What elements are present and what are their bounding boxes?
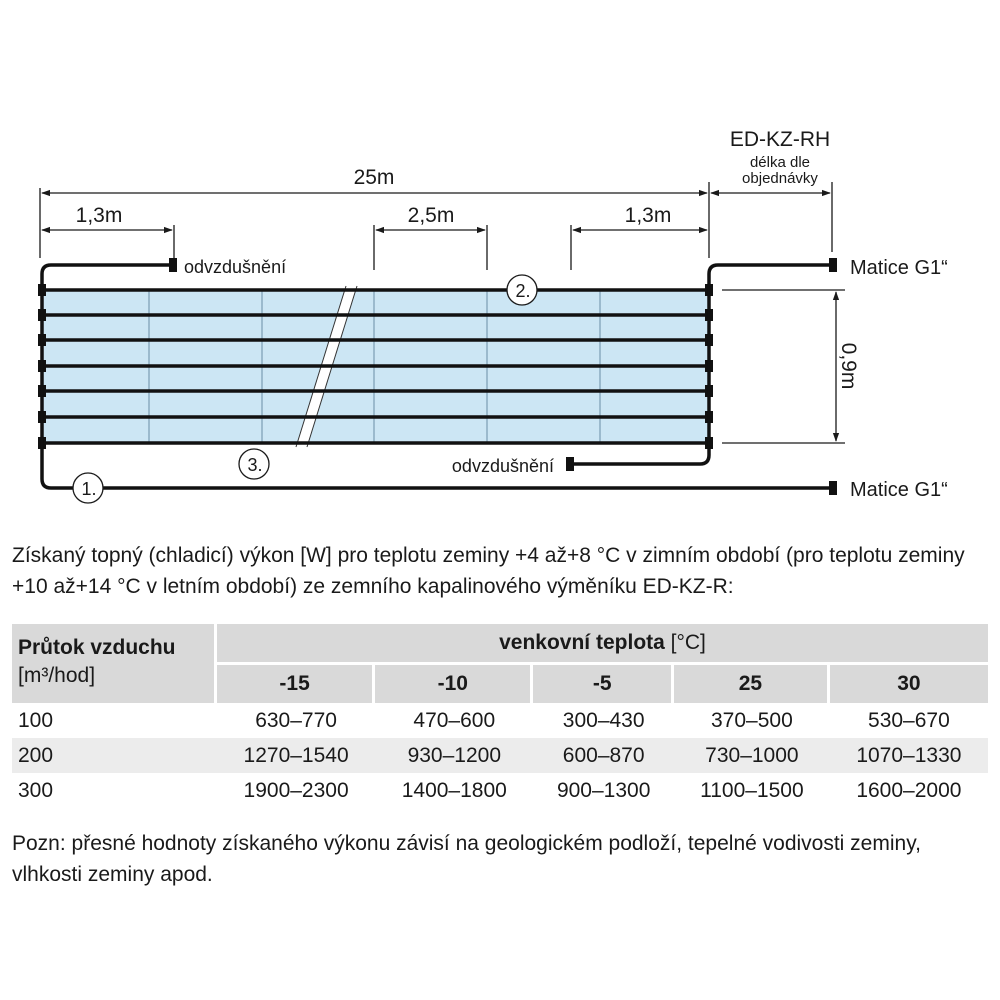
flow-cell: 300	[18, 778, 54, 802]
length-note-line1: délka dle	[749, 154, 811, 171]
value-cell: 730–1000	[674, 738, 830, 773]
nut-top-label: Matice G1“	[850, 257, 948, 279]
temperature-col-header: -5	[533, 665, 674, 703]
value-cell: 930–1200	[375, 738, 533, 773]
flow-cell: 100	[18, 708, 54, 732]
flow-cell: 200	[12, 738, 217, 773]
marker-1-text: 1.	[81, 479, 97, 499]
nut-bottom-label: Matice G1“	[850, 479, 948, 501]
table-header-row	[12, 624, 988, 665]
dim-right-label: 1,3m	[624, 204, 672, 227]
value-cell: 1600–2000	[856, 778, 962, 802]
marker-3-text: 3.	[247, 455, 263, 475]
vent-top-terminal	[169, 258, 177, 272]
nut-bottom-terminal	[829, 481, 837, 495]
value-cell: 600–870	[533, 738, 674, 773]
value-cell: 1070–1330	[830, 738, 988, 773]
marker-2-text: 2.	[515, 281, 531, 301]
performance-table	[12, 624, 988, 808]
flow-header-title: Průtok vzduchu	[18, 636, 176, 659]
flow-header-unit: [m³/hod]	[18, 664, 96, 687]
vent-top-label: odvzdušnění	[184, 257, 287, 277]
table-row	[12, 773, 988, 808]
product-code-label: ED-KZ-RH	[729, 128, 831, 151]
vent-bottom-label: odvzdušnění	[451, 456, 554, 476]
dim-width-label: 0,9m	[837, 342, 860, 390]
value-cell: 370–500	[711, 708, 793, 732]
marker-3	[239, 449, 269, 479]
value-cell: 300–430	[562, 708, 645, 732]
temperature-group-header	[217, 624, 988, 665]
dim-middle-label: 2,5m	[407, 204, 455, 227]
temperature-col-header: -10	[375, 665, 533, 703]
value-cell: 470–600	[413, 708, 496, 732]
value-cell: 530–670	[868, 708, 950, 732]
marker-2	[507, 275, 537, 305]
length-note-line2: objednávky	[742, 170, 818, 187]
nut-top-terminal	[829, 258, 837, 272]
flow-column-header	[12, 624, 217, 703]
performance-table-wrapper	[12, 624, 988, 808]
marker-1	[73, 473, 103, 503]
temperature-col-header: -15	[217, 665, 375, 703]
value-cell: 1900–2300	[243, 778, 349, 802]
value-cell: 900–1300	[556, 778, 651, 802]
dim-left-label: 1,3m	[75, 204, 123, 227]
value-cell: 1270–1540	[217, 738, 375, 773]
vent-bottom-terminal	[566, 457, 574, 471]
table-row	[12, 738, 988, 773]
dim-total-label: 25m	[353, 166, 395, 189]
temperature-group-unit: [°C]	[670, 631, 706, 654]
footnote: Pozn: přesné hodnoty získaného výkonu závisí na geologickém podloží, tepelné vodivosti zeminy, vlhkosti zeminy apod.	[12, 832, 921, 886]
temperature-group-title: venkovní teplota	[499, 631, 665, 654]
temperature-col-header: 25	[674, 665, 830, 703]
value-cell: 1100–1500	[700, 778, 804, 802]
table-row	[12, 703, 988, 738]
temperature-col-header: 30	[830, 665, 988, 703]
value-cell: 630–770	[255, 708, 337, 732]
value-cell: 1400–1800	[401, 778, 507, 802]
intro-paragraph: Získaný topný (chladicí) výkon [W] pro teplotu zeminy +4 až+8 °C v zimním období (pro teplotu zeminy +10 až+14 °C v letním období) ze zemního kapalinového výměníku ED-KZ-R:	[12, 544, 965, 598]
